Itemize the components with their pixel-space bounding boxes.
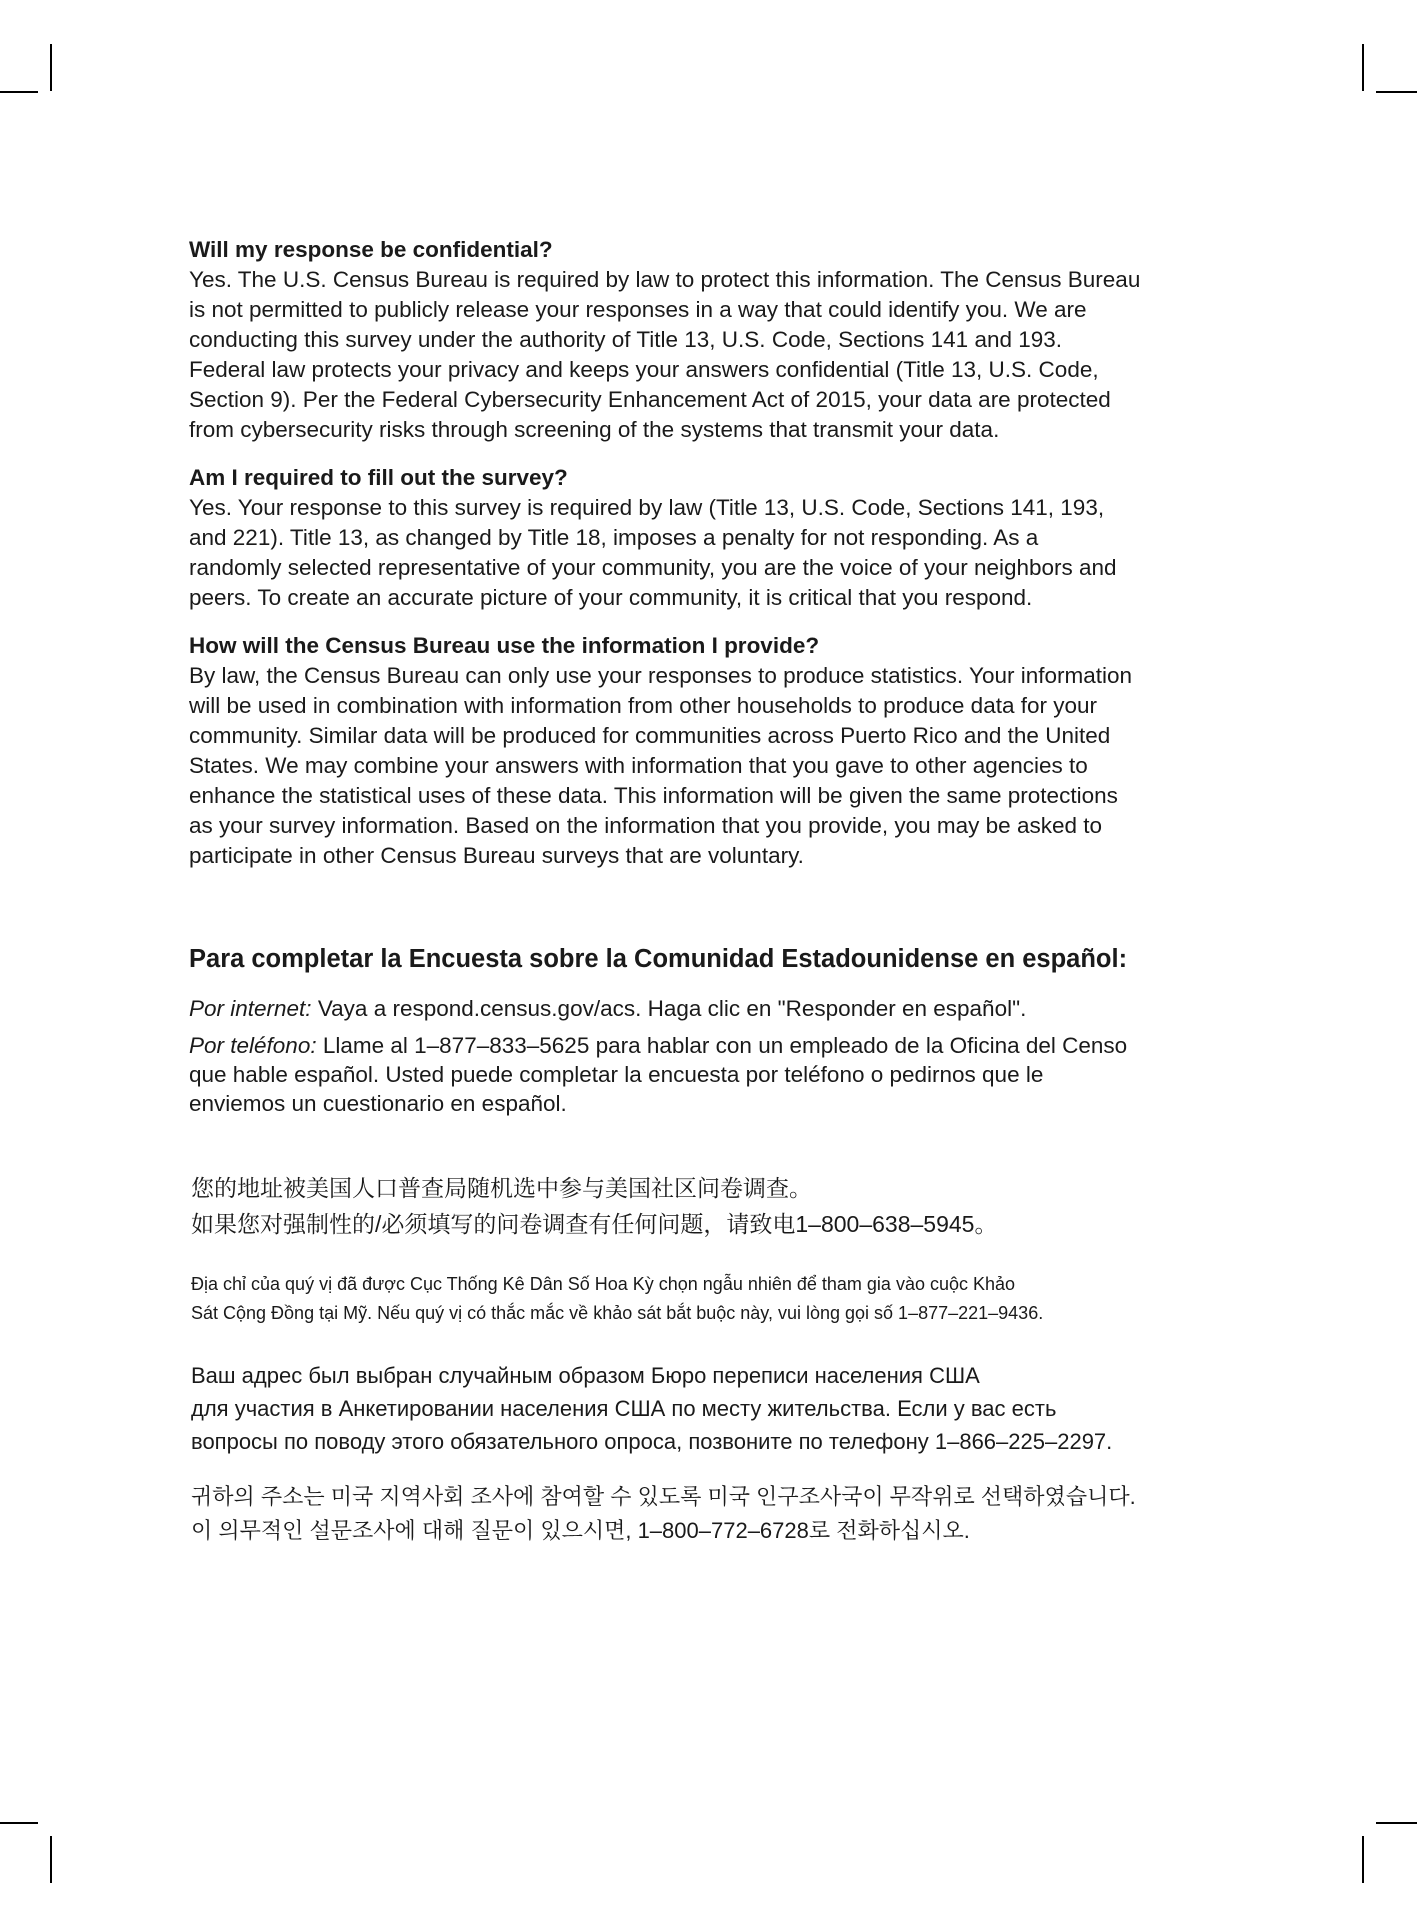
crop-mark-top-right-v [1362, 44, 1364, 91]
spanish-phone-paragraph: Por teléfono: Llame al 1–877–833–5625 para hablar con un empleado de la Oficina del Censo que hable español. Usted puede completar la encuesta por teléfono o pedirnos que le enviemos un cuestionario en español. [189, 1033, 1128, 1116]
faq-question-required: Am I required to fill out the survey? [189, 465, 568, 490]
spanish-internet-paragraph [189, 994, 1249, 1023]
crop-mark-bottom-left-v [50, 1836, 52, 1883]
crop-mark-top-left-h [0, 91, 38, 93]
spanish-phone-label: Por teléfono: [189, 1033, 317, 1058]
faq-answer-required: Yes. Your response to this survey is required by law (Title 13, U.S. Code, Sections 141, 193, and 221). Title 13, as changed by Title 18, imposes a penalty for not responding. As a randomly selected representative of your community, you are the voice of your neighbors and peers. To create an accurate picture of your community, it is critical that you respond. [189, 495, 1117, 610]
faq-question-confidential: Will my response be confidential? [189, 237, 553, 262]
crop-mark-bottom-left-h [0, 1822, 38, 1824]
faq-question-use: How will the Census Bureau use the information I provide? [189, 633, 820, 658]
faq-answer-confidential: Yes. The U.S. Census Bureau is required by law to protect this information. The Census Bureau is not permitted to publicly release your responses in a way that could identify you. We are conducting this survey under the authority of Title 13, U.S. Code, Sections 141 and 193. Federal law protects your privacy and keeps your answers confidential (Title 13, U.S. Code, Section 9). Per the Federal Cybersecurity Enhancement Act of 2015, your data are protected from cybersecurity risks through screening of the systems that transmit your data. [189, 267, 1141, 442]
spanish-heading: Para completar la Encuesta sobre la Comunidad Estadounidense en español: [189, 945, 1128, 973]
crop-mark-bottom-right-h [1376, 1822, 1417, 1824]
spanish-internet-label: Por internet: [189, 996, 312, 1021]
faq-section [189, 235, 1249, 889]
vietnamese-notice: Địa chỉ của quý vị đã được Cục Thống Kê Dân Số Hoa Kỳ chọn ngẫu nhiên để tham gia vào cuộc Khảo Sát Cộng Đồng tại Mỹ. Nếu quý vị có thắc mắc về khảo sát bắt buộc này, vui lòng gọi số 1–877–221–9436. [191, 1274, 1044, 1323]
crop-mark-bottom-right-v [1362, 1836, 1364, 1883]
crop-mark-top-right-h [1376, 91, 1417, 93]
chinese-notice: 您的地址被美国人口普查局随机选中参与美国社区问卷调查。 如果您对强制性的/必须填写的问卷调查有任何问题，请致电1–800–638–5945。 [191, 1175, 998, 1237]
faq-answer-use: By law, the Census Bureau can only use your responses to produce statistics. Your information will be used in combination with information from other households to produce data for your community. Similar data will be produced for communities across Puerto Rico and the United States. We may combine your answers with information that you gave to other agencies to enhance the statistical uses of these data. This information will be given the same protections as your survey information. Based on the information that you provide, you may be asked to participate in other Census Bureau surveys that are voluntary. [189, 663, 1133, 868]
crop-mark-top-left-v [50, 44, 52, 91]
korean-notice: 귀하의 주소는 미국 지역사회 조사에 참여할 수 있도록 미국 인구조사국이 무작위로 선택하였습니다. 이 의무적인 설문조사에 대해 질문이 있으시면, 1–800–772–6728로 전화하십시오. [191, 1484, 1136, 1543]
spanish-internet-text: Vaya a respond.census.gov/acs. Haga clic en "Responder en español". [311, 996, 1027, 1021]
russian-notice: Ваш адрес был выбран случайным образом Бюро переписи населения США для участия в Анкетировании населения США по месту жительства. Если у вас есть вопросы по поводу этого обязательного опроса, позвоните по телефону 1–866–225–2297. [191, 1363, 1113, 1454]
